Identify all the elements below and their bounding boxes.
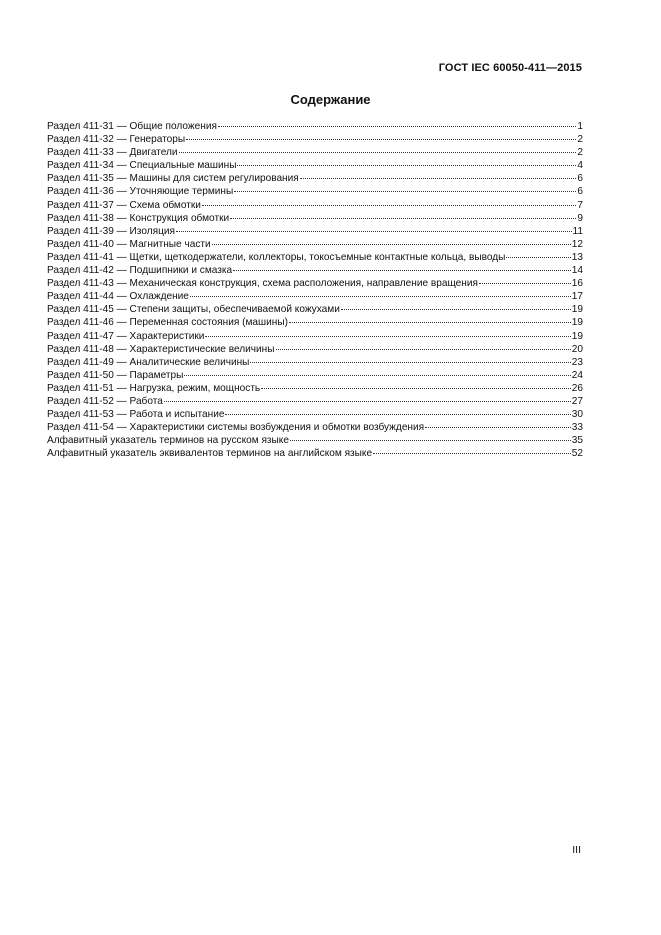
toc-entry-page: 19	[571, 304, 583, 316]
dot-leader	[179, 152, 577, 153]
dot-leader	[176, 231, 572, 232]
toc-entry-page: 27	[571, 395, 583, 407]
toc-entry	[47, 330, 583, 343]
toc-entry-page: 1	[577, 121, 583, 132]
toc-entry-page: 17	[571, 291, 583, 303]
toc-entry	[47, 369, 583, 382]
toc-entry-page: 11	[572, 225, 583, 237]
dot-leader	[234, 191, 576, 192]
toc-entry-title: Раздел 411-32 — Генераторы	[47, 134, 186, 146]
toc-entry	[47, 356, 583, 369]
dot-leader	[218, 126, 576, 127]
toc-entry-title: Раздел 411-36 — Уточняющие термины	[47, 186, 234, 198]
dot-leader	[230, 218, 576, 219]
toc-entry-page: 12	[571, 238, 583, 250]
toc-entry	[47, 172, 583, 185]
toc-entry	[47, 447, 583, 460]
toc-entry-page: 19	[571, 330, 583, 342]
toc-entry-title: Раздел 411-40 — Магнитные части	[47, 238, 211, 250]
toc-entry	[47, 421, 583, 434]
toc-entry-page: 19	[571, 317, 583, 329]
table-of-contents	[47, 120, 583, 460]
dot-leader	[212, 244, 571, 245]
toc-entry-title: Раздел 411-45 — Степени защиты, обеспечиваемой кожухами	[47, 304, 340, 316]
toc-entry-title: Раздел 411-51 — Нагрузка, режим, мощность	[47, 382, 261, 394]
toc-entry	[47, 264, 583, 277]
toc-entry-page: 13	[571, 251, 583, 263]
toc-entry-title: Раздел 411-34 — Специальные машины	[47, 160, 237, 172]
toc-entry-title: Раздел 411-47 — Характеристики	[47, 330, 205, 342]
toc-entry-title: Алфавитный указатель эквивалентов терминов на английском языке	[47, 448, 373, 460]
toc-entry-page: 52	[571, 448, 583, 460]
toc-entry-page: 4	[577, 160, 583, 172]
toc-entry-title: Раздел 411-52 — Работа	[47, 395, 163, 407]
toc-entry-page: 6	[577, 173, 583, 185]
dot-leader	[202, 205, 576, 206]
toc-entry-page: 7	[577, 199, 583, 211]
toc-entry-title: Раздел 411-35 — Машины для систем регулирования	[47, 173, 299, 185]
dot-leader	[373, 453, 571, 454]
toc-entry-title: Раздел 411-37 — Схема обмотки	[47, 199, 201, 211]
toc-entry-title: Раздел 411-54 — Характеристики системы возбуждения и обмотки возбуждения	[47, 422, 425, 434]
dot-leader	[341, 309, 571, 310]
toc-entry-page: 2	[577, 134, 583, 146]
toc-entry	[47, 277, 583, 290]
toc-entry	[47, 185, 583, 198]
toc-entry-page: 9	[577, 212, 583, 224]
dot-leader	[237, 165, 576, 166]
toc-entry	[47, 120, 583, 133]
toc-entry	[47, 290, 583, 303]
toc-entry-page: 20	[571, 343, 583, 355]
toc-entry-title: Раздел 411-49 — Аналитические величины	[47, 356, 250, 368]
dot-leader	[186, 139, 576, 140]
dot-leader	[479, 283, 571, 284]
toc-entry-page: 23	[571, 356, 583, 368]
toc-entry	[47, 238, 583, 251]
dot-leader	[276, 349, 571, 350]
dot-leader	[300, 178, 577, 179]
toc-entry-title: Раздел 411-39 — Изоляция	[47, 225, 175, 237]
toc-entry	[47, 382, 583, 395]
toc-entry-title: Раздел 411-53 — Работа и испытание	[47, 409, 225, 421]
toc-entry	[47, 434, 583, 447]
toc-entry-title: Раздел 411-42 — Подшипники и смазка	[47, 265, 233, 277]
toc-entry-title: Раздел 411-43 — Механическая конструкция, схема расположения, направление вращения	[47, 278, 478, 290]
toc-entry-title: Раздел 411-31 — Общие положения	[47, 121, 217, 132]
dot-leader	[290, 440, 571, 441]
toc-entry	[47, 133, 583, 146]
toc-entry-page: 14	[571, 265, 583, 277]
toc-entry-page: 24	[571, 369, 583, 381]
dot-leader	[261, 388, 571, 389]
toc-entry	[47, 159, 583, 172]
toc-entry-page: 35	[571, 435, 583, 447]
dot-leader	[164, 401, 571, 402]
toc-entry-title: Раздел 411-33 — Двигатели	[47, 147, 178, 159]
dot-leader	[233, 270, 571, 271]
toc-entry-title: Раздел 411-46 — Переменная состояния (машины)	[47, 317, 288, 329]
toc-entry-page: 30	[571, 409, 583, 421]
toc-entry-page: 33	[571, 422, 583, 434]
toc-entry-title: Алфавитный указатель терминов на русском языке	[47, 435, 289, 447]
toc-entry-title: Раздел 411-48 — Характеристические величины	[47, 343, 275, 355]
toc-entry	[47, 212, 583, 225]
dot-leader	[184, 375, 570, 376]
dot-leader	[205, 336, 570, 337]
toc-entry	[47, 408, 583, 421]
toc-entry-title: Раздел 411-44 — Охлаждение	[47, 291, 189, 303]
dot-leader	[289, 322, 571, 323]
dot-leader	[225, 414, 570, 415]
toc-entry	[47, 343, 583, 356]
toc-entry	[47, 395, 583, 408]
toc-entry-page: 16	[571, 278, 583, 290]
dot-leader	[250, 362, 570, 363]
toc-entry-page: 6	[577, 186, 583, 198]
toc-entry	[47, 146, 583, 159]
dot-leader	[190, 296, 571, 297]
toc-entry	[47, 225, 583, 238]
dot-leader	[506, 257, 570, 258]
toc-entry	[47, 316, 583, 329]
dot-leader	[425, 427, 571, 428]
toc-title: Содержание	[290, 92, 371, 107]
toc-entry	[47, 251, 583, 264]
toc-entry-page: 2	[577, 147, 583, 159]
toc-entry	[47, 303, 583, 316]
toc-entry-title: Раздел 411-50 — Параметры	[47, 369, 184, 381]
page-number: III	[572, 844, 581, 856]
document-code: ГОСТ IEC 60050-411—2015	[438, 62, 582, 74]
toc-entry-page: 26	[571, 382, 583, 394]
toc-entry-title: Раздел 411-38 — Конструкция обмотки	[47, 212, 230, 224]
toc-entry	[47, 199, 583, 212]
toc-entry-title: Раздел 411-41 — Щетки, щеткодержатели, коллекторы, токосъемные контактные кольца, выводы	[47, 251, 506, 263]
